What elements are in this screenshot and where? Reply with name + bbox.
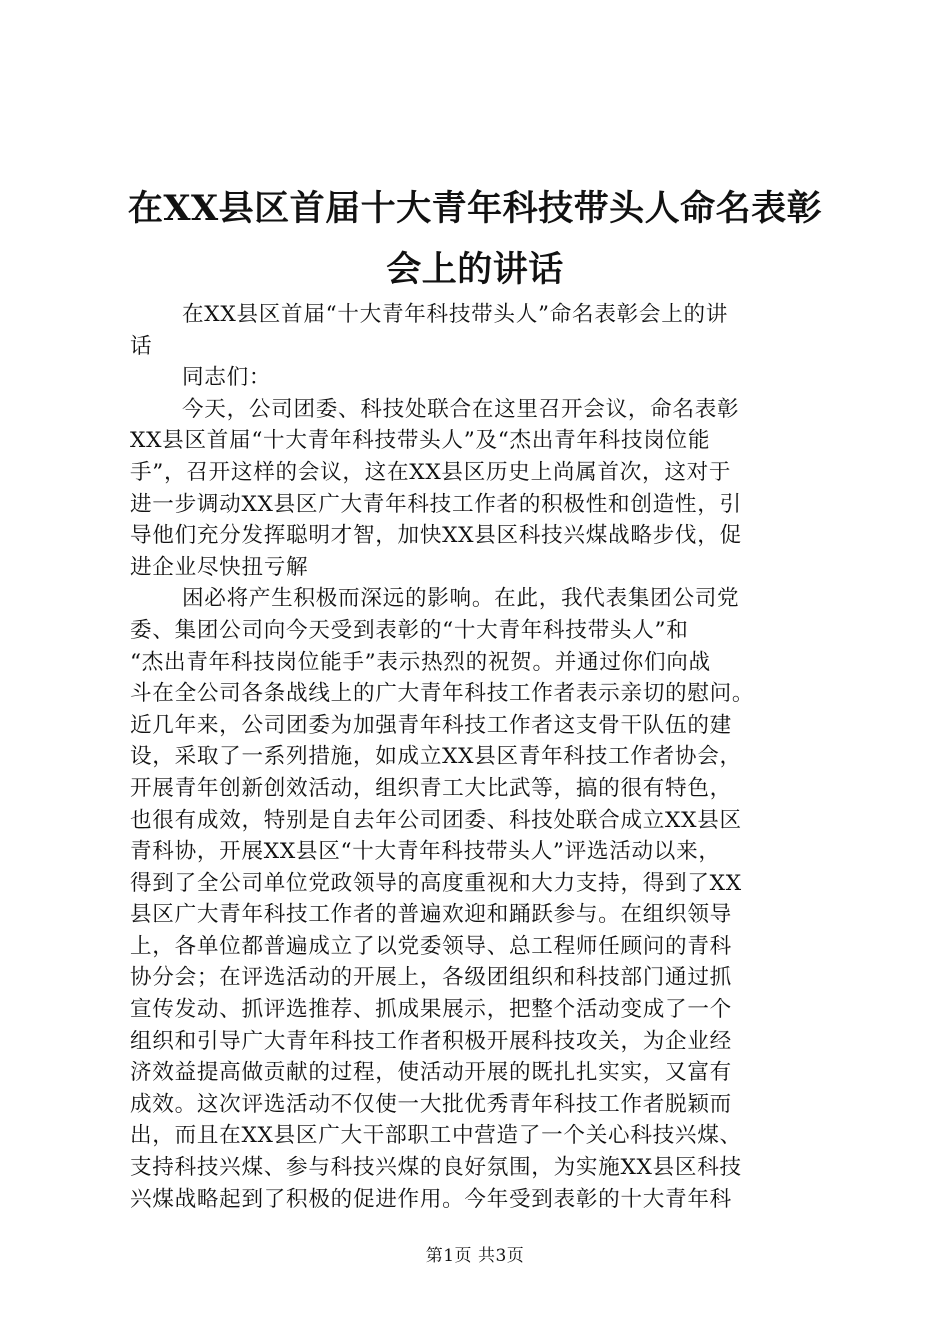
- body-line: 成效。这次评选活动不仅使一大批优秀青年科技工作者脱颖而: [130, 1091, 732, 1117]
- document-title-line-2: 会上的讲话: [386, 249, 564, 290]
- body-line: 进企业尽快扭亏解: [130, 554, 309, 580]
- body-line: 困必将产生积极而深远的影响。在此，我代表集团公司党: [182, 586, 740, 612]
- body-line: 支持科技兴煤、参与科技兴煤的良好氛围，为实施XX县区科技: [130, 1155, 742, 1181]
- document-body: [130, 299, 850, 1215]
- body-line: “杰出青年科技岗位能手”表示热烈的祝贺。并通过你们向战: [130, 649, 711, 675]
- body-line: 在XX县区首届“十大青年科技带头人”命名表彰会上的讲: [182, 302, 729, 327]
- body-line: XX县区首届“十大青年科技带头人”及“杰出青年科技岗位能: [130, 428, 711, 454]
- body-line: 青科协，开展XX县区“十大青年科技带头人”评选活动以来，: [130, 839, 721, 865]
- body-line: 导他们充分发挥聪明才智，加快XX县区科技兴煤战略步伐，促: [130, 523, 742, 549]
- body-line: 协分会；在评选活动的开展上，各级团组织和科技部门通过抓: [130, 965, 732, 991]
- body-line: 近几年来，公司团委为加强青年科技工作者这支骨干队伍的建: [130, 712, 732, 738]
- body-line: 县区广大青年科技工作者的普遍欢迎和踊跃参与。在组织领导: [130, 902, 732, 928]
- body-line: 兴煤战略起到了积极的促进作用。今年受到表彰的十大青年科: [130, 1186, 732, 1212]
- body-line: 设，采取了一系列措施，如成立XX县区青年科技工作者协会，: [130, 744, 742, 770]
- body-line: 也很有成效，特别是自去年公司团委、科技处联合成立XX县区: [130, 807, 742, 833]
- body-line: 上，各单位都普遍成立了以党委领导、总工程师任顾问的青科: [130, 933, 732, 959]
- body-line: 今天，公司团委、科技处联合在这里召开会议，命名表彰: [182, 396, 740, 422]
- body-line: 斗在全公司各条战线上的广大青年科技工作者表示亲切的慰问。: [130, 681, 755, 707]
- body-line: 出，而且在XX县区广大干部职工中营造了一个关心科技兴煤、: [130, 1123, 742, 1149]
- body-line: 手”，召开这样的会议，这在XX县区历史上尚属首次，这对于: [130, 459, 732, 485]
- body-line: 话: [130, 333, 153, 359]
- body-line: 委、集团公司向今天受到表彰的“十大青年科技带头人”和: [130, 617, 689, 643]
- body-line: 得到了全公司单位党政领导的高度重视和大力支持，得到了XX: [130, 870, 742, 896]
- page-number-footer: 第1页 共3页: [425, 1246, 525, 1266]
- document-title-line-1: 在XX县区首届十大青年科技带头人命名表彰: [127, 188, 823, 229]
- body-line: 济效益提高做贡献的过程，使活动开展的既扎扎实实，又富有: [130, 1060, 732, 1086]
- body-line: 开展青年创新创效活动，组织青工大比武等，搞的很有特色，: [130, 775, 732, 801]
- body-line: 宣传发动、抓评选推荐、抓成果展示，把整个活动变成了一个: [130, 997, 732, 1023]
- body-line: 组织和引导广大青年科技工作者积极开展科技攻关，为企业经: [130, 1028, 732, 1054]
- body-line: 同志们：: [182, 365, 272, 391]
- body-line: 进一步调动XX县区广大青年科技工作者的积极性和创造性，引: [130, 491, 742, 517]
